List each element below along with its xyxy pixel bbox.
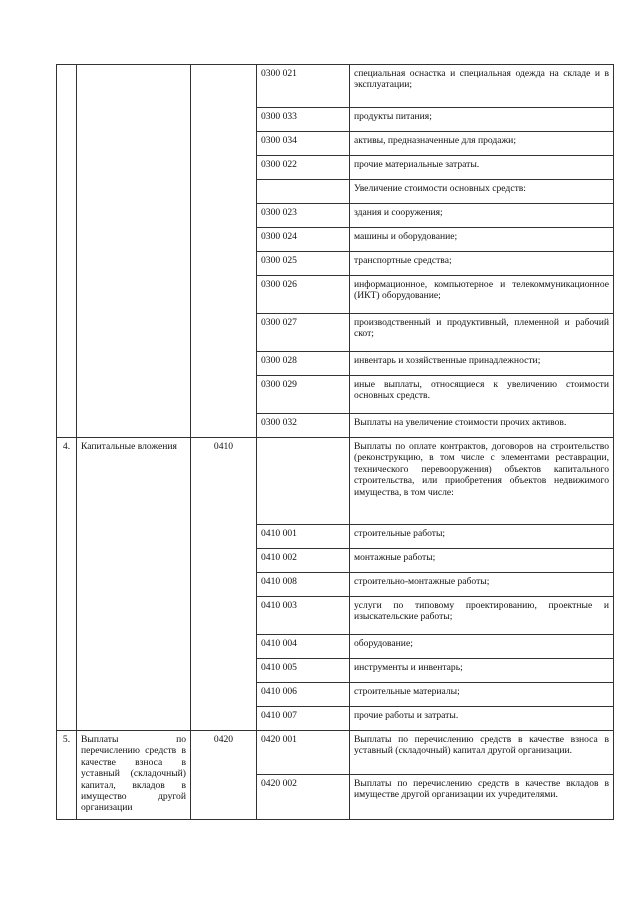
row-description: машины и оборудование;	[350, 228, 614, 252]
row-code: 0300 025	[257, 252, 350, 276]
row-code: 0410 008	[257, 573, 350, 597]
row-code: 0300 027	[257, 314, 350, 352]
row-description: производственный и продуктивный, племенной и рабочий скот;	[350, 314, 614, 352]
row-description: монтажные работы;	[350, 549, 614, 573]
row-description: здания и сооружения;	[350, 204, 614, 228]
row-code: 0300 034	[257, 132, 350, 156]
group-code: 0420	[191, 731, 257, 820]
section-title: Капитальные вложения	[77, 438, 191, 731]
row-code	[257, 180, 350, 204]
section-title-cell	[77, 65, 191, 438]
row-code: 0420 002	[257, 775, 350, 820]
table-row	[57, 731, 614, 775]
section-number: 5.	[57, 731, 77, 820]
row-description: инструменты и инвентарь;	[350, 659, 614, 683]
row-code: 0300 023	[257, 204, 350, 228]
row-code: 0410 001	[257, 525, 350, 549]
row-code: 0410 003	[257, 597, 350, 635]
row-code: 0300 028	[257, 352, 350, 376]
row-code: 0300 032	[257, 414, 350, 438]
row-code: 0300 024	[257, 228, 350, 252]
row-description: прочие работы и затраты.	[350, 707, 614, 731]
row-code: 0300 026	[257, 276, 350, 314]
row-description: строительно-монтажные работы;	[350, 573, 614, 597]
row-code: 0410 006	[257, 683, 350, 707]
row-description: Выплаты на увеличение стоимости прочих активов.	[350, 414, 614, 438]
row-code: 0410 007	[257, 707, 350, 731]
section-number-cell	[57, 65, 77, 438]
row-description: активы, предназначенные для продажи;	[350, 132, 614, 156]
classification-table	[56, 64, 614, 820]
row-description: строительные материалы;	[350, 683, 614, 707]
row-description: продукты питания;	[350, 108, 614, 132]
row-description: транспортные средства;	[350, 252, 614, 276]
row-code: 0410 005	[257, 659, 350, 683]
section-intro: Выплаты по оплате контрактов, договоров на строительство (реконструкцию, в том числе с элементами реставрации, технического перевооружения) объектов капитального строительства, или приобретения объектов недвижимого имущества, в том числе:	[350, 438, 614, 525]
row-description: Увеличение стоимости основных средств:	[350, 180, 614, 204]
row-code	[257, 438, 350, 525]
row-description: строительные работы;	[350, 525, 614, 549]
row-code: 0410 002	[257, 549, 350, 573]
row-description: прочие материальные затраты.	[350, 156, 614, 180]
row-code: 0300 033	[257, 108, 350, 132]
table-row	[57, 438, 614, 525]
row-description: оборудование;	[350, 635, 614, 659]
group-code-cell	[191, 65, 257, 438]
row-description: инвентарь и хозяйственные принадлежности;	[350, 352, 614, 376]
row-description: информационное, компьютерное и телекоммуникационное (ИКТ) оборудование;	[350, 276, 614, 314]
row-code: 0410 004	[257, 635, 350, 659]
row-code: 0300 029	[257, 376, 350, 414]
row-description: Выплаты по перечислению средств в качестве взноса в уставный (складочный) капитал другой организации.	[350, 731, 614, 775]
row-description: Выплаты по перечислению средств в качестве вкладов в имуществе другой организации их учредителями.	[350, 775, 614, 820]
section-number: 4.	[57, 438, 77, 731]
row-code: 0300 021	[257, 65, 350, 108]
row-code: 0420 001	[257, 731, 350, 775]
row-description: услуги по типовому проектированию, проектные и изыскательские работы;	[350, 597, 614, 635]
row-description: специальная оснастка и специальная одежда на складе и в эксплуатации;	[350, 65, 614, 108]
row-code: 0300 022	[257, 156, 350, 180]
row-description: иные выплаты, относящиеся к увеличению стоимости основных средств.	[350, 376, 614, 414]
group-code: 0410	[191, 438, 257, 731]
section-title: Выплаты по перечислению средств в качестве взноса в уставный (складочный) капитал, вкладов в имущество другой организации	[77, 731, 191, 820]
table-row	[57, 65, 614, 108]
